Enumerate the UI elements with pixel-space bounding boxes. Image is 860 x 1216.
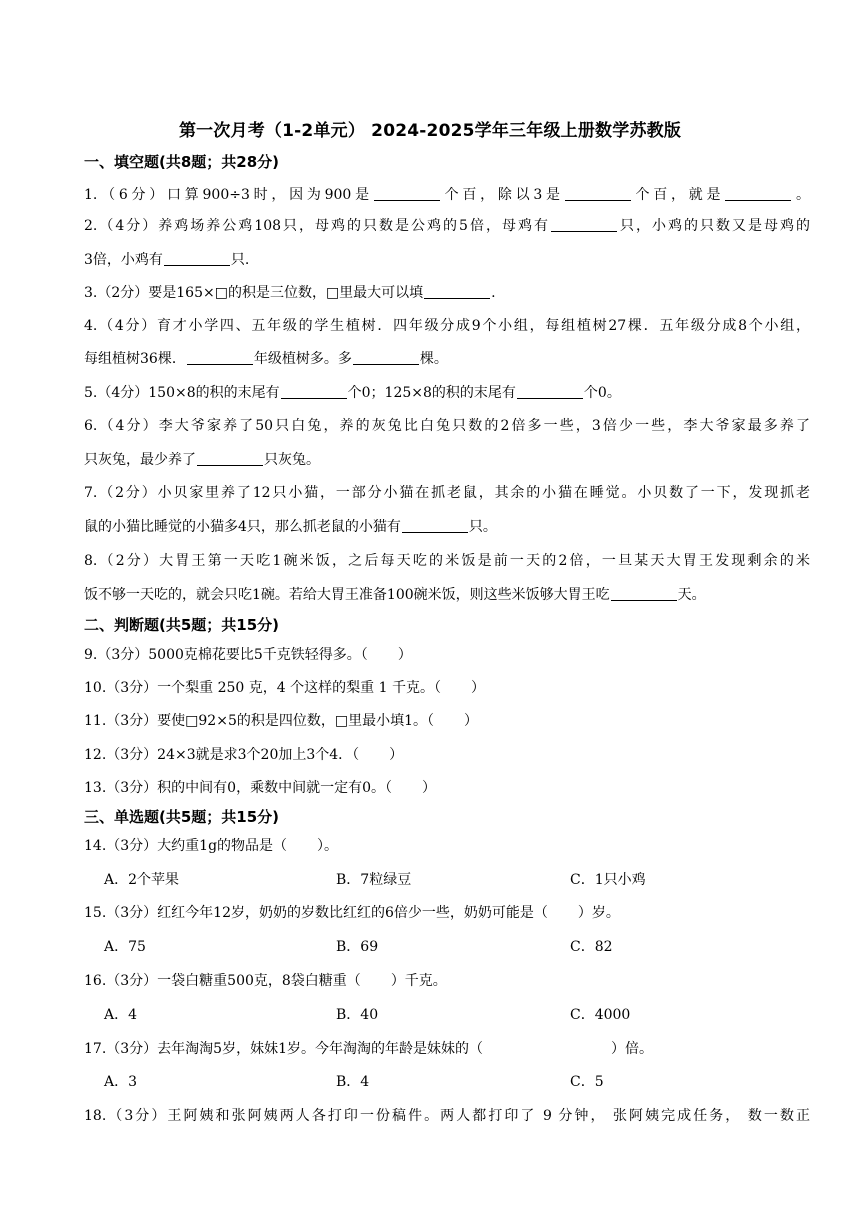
page-title: 第一次月考（1-2单元） 2024-2025学年三年级上册数学苏教版 bbox=[178, 121, 682, 141]
question-10 bbox=[84, 677, 810, 697]
q4-text-b: 每组植树36棵． bbox=[84, 351, 186, 367]
q10-text-a: 10.（3分）一个梨重 250 克，4 个这样的梨重 1 千克。（ bbox=[84, 680, 441, 696]
q17-text-b: ）倍。 bbox=[611, 1041, 653, 1057]
q5-text-c: 个0。 bbox=[583, 385, 621, 401]
q8-text-c: 天。 bbox=[677, 587, 706, 603]
q15-option-a[interactable]: A．75 bbox=[104, 939, 146, 955]
q17-option-a[interactable]: A．3 bbox=[104, 1074, 138, 1090]
q14-text-a: 14.（3分）大约重1g的物品是（ bbox=[84, 838, 288, 854]
q6-text-b: 只灰兔，最少养了 bbox=[84, 452, 196, 468]
answer-blank[interactable] bbox=[164, 251, 230, 266]
question-17 bbox=[84, 1038, 810, 1058]
q13-text-a: 13.（3分）积的中间有0，乘数中间就一定有0。（ bbox=[84, 780, 392, 796]
question-4: 4.（4分）育才小学四、五年级的学生植树．四年级分成9个小组，每组植树27棵．五年级分成8个小组， bbox=[84, 318, 810, 334]
question-8: 8.（2分）大胃王第一天吃1碗米饭，之后每天吃的米饭是前一天的2倍，一旦某天大胃王发现剩余的米 bbox=[84, 553, 810, 569]
question-6-cont bbox=[84, 449, 810, 469]
q3-text-a: 3.（2分）要是165×□的积是三位数，□里最大可以填 bbox=[84, 285, 424, 301]
section-true-false-heading: 二、判断题(共5题；共15分) bbox=[84, 616, 280, 634]
q9-text-b: ） bbox=[397, 647, 412, 663]
q1-text-a: 1.（6分）口算900÷3时，因为900是 bbox=[84, 187, 373, 203]
answer-blank[interactable] bbox=[551, 217, 617, 232]
question-7-cont bbox=[84, 516, 810, 536]
q16-option-c[interactable]: C．4000 bbox=[570, 1007, 631, 1023]
q2-text-a: 2.（4分）养鸡场养公鸡108只，母鸡的只数是公鸡的5倍，母鸡有 bbox=[84, 218, 550, 234]
q5-text-b: 个0；125×8的积的末尾有 bbox=[347, 385, 516, 401]
q13-text-b: ） bbox=[422, 780, 436, 796]
question-8-cont bbox=[84, 584, 810, 604]
question-12 bbox=[84, 744, 810, 764]
q2-text-c: 3倍，小鸡有 bbox=[84, 252, 163, 268]
q17-text-a: 17.（3分）去年淘淘5岁，妹妹1岁。今年淘淘的年龄是妹妹的（ bbox=[84, 1041, 483, 1057]
q16-text-a: 16.（3分）一袋白糖重500克，8袋白糖重（ bbox=[84, 973, 361, 989]
section-fill-blank-heading: 一、填空题(共8题；共28分) bbox=[84, 153, 280, 171]
question-5 bbox=[84, 382, 810, 402]
q15-option-b[interactable]: B．69 bbox=[336, 939, 379, 955]
q1-text-c: 个百，就是 bbox=[631, 187, 725, 203]
answer-blank[interactable] bbox=[565, 186, 631, 201]
q15-option-c[interactable]: C．82 bbox=[570, 939, 613, 955]
question-4-cont bbox=[84, 348, 810, 368]
q12-text-a: 12.（3分）24×3就是求3个20加上3个4．（ bbox=[84, 747, 360, 763]
q15-text-b: ）岁。 bbox=[577, 905, 620, 921]
q6-text-c: 只灰兔。 bbox=[264, 452, 320, 468]
answer-blank[interactable] bbox=[187, 350, 253, 365]
section-multiple-choice-heading: 三、单选题(共5题；共15分) bbox=[84, 808, 280, 826]
question-14 bbox=[84, 835, 810, 855]
question-9 bbox=[84, 644, 810, 664]
question-2-cont bbox=[84, 249, 810, 269]
q7-text-c: 只。 bbox=[468, 519, 497, 535]
answer-blank[interactable] bbox=[424, 284, 490, 299]
q14-text-b: ）。 bbox=[317, 838, 339, 854]
question-6: 6.（4分）李大爷家养了50只白兔，养的灰兔比白兔只数的2倍多一些，3倍少一些，李大爷家最多养了 bbox=[84, 418, 810, 434]
q1-text-b: 个百，除以3是 bbox=[440, 187, 564, 203]
q16-option-a[interactable]: A．4 bbox=[104, 1007, 138, 1023]
answer-blank[interactable] bbox=[517, 384, 583, 399]
question-1 bbox=[84, 184, 810, 204]
q11-text-a: 11.（3分）要使□92×5的积是四位数，□里最小填1。（ bbox=[84, 713, 434, 729]
question-7: 7.（2分）小贝家里养了12只小猫，一部分小猫在抓老鼠，其余的小猫在睡觉。小贝数了一下，发现抓老 bbox=[84, 485, 810, 501]
q4-text-c: 年级植树多。多 bbox=[253, 351, 352, 367]
answer-blank[interactable] bbox=[281, 384, 347, 399]
answer-blank[interactable] bbox=[611, 586, 677, 601]
answer-blank[interactable] bbox=[725, 186, 791, 201]
q9-text-a: 9.（3分）5000克棉花要比5千克铁轻得多。（ bbox=[84, 647, 368, 663]
q5-text-a: 5.（4分）150×8的积的末尾有 bbox=[84, 385, 280, 401]
question-11 bbox=[84, 710, 810, 730]
q16-option-b[interactable]: B．40 bbox=[336, 1007, 379, 1023]
q14-option-c[interactable]: C．1只小鸡 bbox=[570, 872, 646, 888]
question-2 bbox=[84, 215, 810, 235]
question-18: 18.（3分）王阿姨和张阿姨两人各打印一份稿件。两人都打印了 9 分钟， 张阿姨完成任务， 数一数正 bbox=[84, 1108, 810, 1124]
answer-blank[interactable] bbox=[197, 451, 263, 466]
q1-text-d: 。 bbox=[792, 187, 810, 203]
q12-text-b: ） bbox=[389, 747, 404, 763]
q11-text-b: ） bbox=[464, 713, 478, 729]
q14-option-b[interactable]: B．7粒绿豆 bbox=[336, 872, 412, 888]
q14-option-a[interactable]: A．2个苹果 bbox=[104, 872, 180, 888]
q3-text-b: . bbox=[491, 285, 496, 301]
answer-blank[interactable] bbox=[402, 518, 468, 533]
q4-text-d: 棵。 bbox=[419, 351, 448, 367]
q10-text-b: ） bbox=[470, 680, 485, 696]
q2-text-d: 只. bbox=[230, 252, 250, 268]
question-13 bbox=[84, 777, 810, 797]
answer-blank[interactable] bbox=[353, 350, 419, 365]
answer-blank[interactable] bbox=[374, 186, 440, 201]
q17-option-b[interactable]: B．4 bbox=[336, 1074, 370, 1090]
q16-text-b: ）千克。 bbox=[390, 973, 447, 989]
question-15 bbox=[84, 902, 810, 922]
q7-text-b: 鼠的小猫比睡觉的小猫多4只，那么抓老鼠的小猫有 bbox=[84, 519, 401, 535]
q2-text-b: 只，小鸡的只数又是母鸡的 bbox=[617, 218, 810, 234]
question-16 bbox=[84, 970, 810, 990]
question-3 bbox=[84, 282, 810, 302]
q8-text-b: 饭不够一天吃的，就会只吃1碗。若给大胃王准备100碗米饭，则这些米饭够大胃王吃 bbox=[84, 587, 610, 603]
q17-option-c[interactable]: C．5 bbox=[570, 1074, 604, 1090]
q15-text-a: 15.（3分）红红今年12岁，奶奶的岁数比红红的6倍少一些，奶奶可能是（ bbox=[84, 905, 548, 921]
